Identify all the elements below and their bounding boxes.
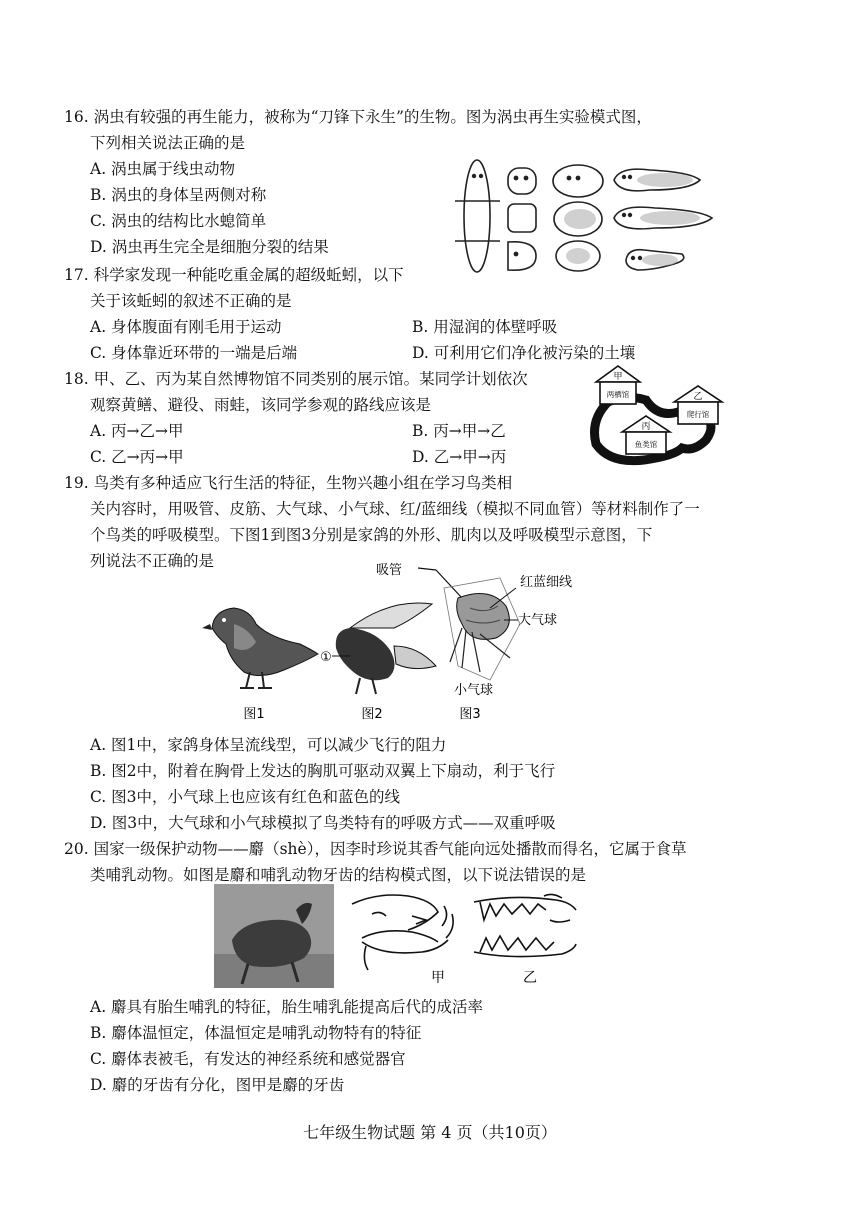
option-d: D. 麝的牙齿有分化，图甲是麝的牙齿 — [90, 1076, 345, 1094]
museum-map-figure — [586, 360, 728, 472]
fig1-caption: 图1 — [243, 707, 265, 722]
hall-jia-label: 两栖馆 — [606, 390, 630, 399]
musk-deer-photo — [214, 884, 334, 988]
question-stem: 类哺乳动物。如图是麝和哺乳动物牙齿的结构模式图，以下说法错误的是 — [90, 866, 587, 884]
option-d: D. 乙→甲→丙 — [412, 448, 507, 466]
option-a: A. 丙→乙→甲 — [90, 422, 184, 440]
hall-yi — [674, 386, 722, 424]
option-b: B. 麝体温恒定，体温恒定是哺乳动物特有的特征 — [90, 1024, 422, 1042]
fig2-caption: 图2 — [361, 707, 383, 722]
question-stem: 关于该蚯蚓的叙述不正确的是 — [90, 292, 292, 310]
pigeon-figure-1 — [202, 608, 318, 688]
hall-yi-name: 乙 — [693, 392, 703, 402]
question-stem: 19. 鸟类有多种适应飞行生活的特征，生物兴趣小组在学习鸟类相 — [64, 474, 513, 492]
option-c: C. 乙→丙→甲 — [90, 448, 184, 466]
option-b: B. 涡虫的身体呈两侧对称 — [90, 186, 267, 204]
musk-deer-teeth-figure — [212, 880, 592, 992]
hall-jia — [596, 366, 640, 404]
option-d: D. 涡虫再生完全是细胞分裂的结果 — [90, 238, 329, 256]
hall-bing — [622, 416, 670, 454]
hall-bing-label: 鱼类馆 — [634, 440, 658, 449]
bird-breathing-figure — [200, 558, 573, 728]
question-stem: 列说法不正确的是 — [90, 552, 215, 570]
option-a: A. 麝具有胎生哺乳的特征，胎生哺乳能提高后代的成活率 — [90, 998, 484, 1016]
teeth-jia — [352, 895, 453, 970]
question-stem: 下列相关说法正确的是 — [90, 134, 246, 152]
option-c: C. 身体靠近环带的一端是后端 — [90, 344, 298, 362]
question-stem: 17. 科学家发现一种能吃重金属的超级蚯蚓，以下 — [64, 266, 404, 284]
option-d: D. 可利用它们净化被污染的土壤 — [412, 344, 636, 362]
option-a: A. 图1中，家鸽身体呈流线型，可以减少飞行的阻力 — [90, 736, 447, 754]
label-small-balloon: 小气球 — [454, 683, 494, 698]
question-stem: 20. 国家一级保护动物——麝（shè），因李时珍说其香气能向远处播散而得名，它属于食草 — [64, 840, 687, 858]
label-thread: 红蓝细线 — [520, 575, 573, 590]
option-b: B. 丙→甲→乙 — [412, 422, 506, 440]
option-a: A. 涡虫属于线虫动物 — [90, 160, 236, 178]
question-20-options — [64, 994, 790, 1098]
option-c: C. 麝体表被毛，有发达的神经系统和感觉器官 — [90, 1050, 406, 1068]
label-big-balloon: 大气球 — [518, 613, 558, 628]
breathing-model-figure-3 — [376, 563, 572, 698]
question-stem: 18. 甲、乙、丙为某自然博物馆不同类别的展示馆。某同学计划依次 — [64, 370, 528, 388]
option-d: D. 图3中，大气球和小气球模拟了鸟类特有的呼吸方式——双重呼吸 — [90, 814, 556, 832]
pigeon-muscle-figure-2 — [320, 603, 436, 694]
hall-jia-name: 甲 — [613, 372, 623, 382]
question-17 — [64, 262, 790, 366]
option-a: A. 身体腹面有刚毛用于运动 — [90, 318, 282, 336]
question-stem: 16. 涡虫有较强的再生能力，被称为“刀锋下永生”的生物。图为涡虫再生实验模式图， — [64, 108, 652, 126]
marker-1: ① — [320, 650, 332, 665]
page-footer: 七年级生物试题 第 4 页（共10页） — [303, 1123, 557, 1142]
label-straw: 吸管 — [376, 563, 403, 578]
question-stem: 个鸟类的呼吸模型。下图1到图3分别是家鸽的外形、肌肉以及呼吸模型示意图，下 — [90, 526, 653, 544]
question-19-options — [64, 732, 790, 836]
hall-bing-name: 丙 — [641, 422, 651, 432]
teeth-yi-label: 乙 — [523, 970, 537, 986]
option-c: C. 图3中，小气球上也应该有红色和蓝色的线 — [90, 788, 401, 806]
options-row — [64, 314, 790, 340]
option-b: B. 图2中，附着在胸骨上发达的胸肌可驱动双翼上下扇动，利于飞行 — [90, 762, 556, 780]
teeth-yi — [474, 894, 576, 956]
question-stem: 观察黄鳝、避役、雨蛙，该同学参观的路线应该是 — [90, 396, 432, 414]
option-c: C. 涡虫的结构比水螅简单 — [90, 212, 267, 230]
fig3-caption: 图3 — [459, 707, 481, 722]
option-b: B. 用湿润的体壁呼吸 — [412, 318, 558, 336]
hall-yi-label: 爬行馆 — [686, 410, 710, 419]
question-stem: 关内容时，用吸管、皮筋、大气球、小气球、红/蓝细线（模拟不同血管）等材料制作了一 — [90, 500, 700, 518]
teeth-jia-label: 甲 — [431, 970, 445, 986]
